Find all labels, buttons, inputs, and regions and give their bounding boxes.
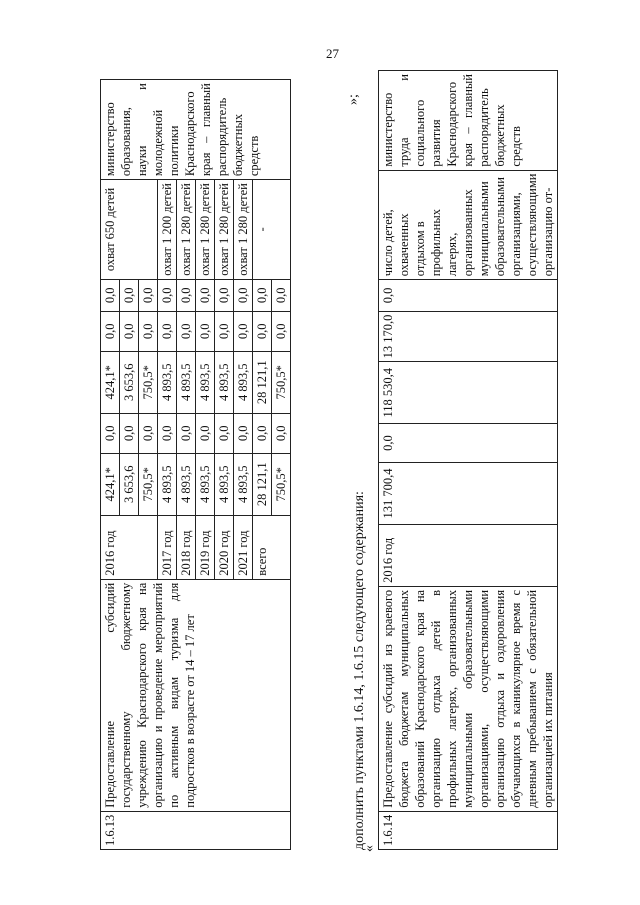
other-cell: 0,0 [101,279,120,311]
municipal-cell: 0,0 [120,311,139,351]
total-cell: 424,1* [101,453,120,515]
federal-cell: 0,0 [139,413,158,453]
federal-cell: 0,0 [234,413,253,453]
other-cell: 0,0 [234,279,253,311]
result-cell: охват 1 280 детей [177,180,196,280]
total-cell: 4 893,5 [177,453,196,515]
year-cell: 2018 год [177,515,196,579]
municipal-cell: 0,0 [272,311,291,351]
federal-cell: 0,0 [379,424,558,463]
other-cell: 0,0 [272,279,291,311]
item-description: Предоставление субсидий из краевого бюджета бюджетам муниципальных образований Краснодарского края на организацию отдыха детей в профильных лагерях, организованных муниципальными образовательными организациями, осуществляющими организацию отдыха и оздоровления обучающихся в каникулярное время с дневным пребыванием с обязательной организацией их питания [379,586,558,811]
federal-cell: 0,0 [253,413,272,453]
other-cell: 0,0 [215,279,234,311]
municipal-cell: 13 170,0 [379,311,558,362]
opening-quote: « [362,845,377,852]
federal-cell: 0,0 [120,413,139,453]
result-cell: охват 1 200 детей [158,180,177,280]
executor-cell: министерство образования, науки и молодежной политики Краснодарского края – главный распорядитель бюджетных средств [101,80,291,180]
federal-cell: 0,0 [272,413,291,453]
regional-cell: 4 893,5 [158,351,177,413]
municipal-cell: 0,0 [177,311,196,351]
other-cell: 0,0 [139,279,158,311]
regional-cell: 118 530,4 [379,362,558,424]
other-cell: 0,0 [379,280,558,311]
municipal-cell: 0,0 [158,311,177,351]
program-table-1-6-14 [378,70,558,850]
other-cell: 0,0 [196,279,215,311]
municipal-cell: 0,0 [101,311,120,351]
item-description: Предоставление субсидий государственному бюджетному учреждению Краснодарского края на организацию и проведение мероприятий по активным видам туризма для подростков в возрасте от 14 – 17 лет [101,579,291,811]
result-cell: охват 1 280 детей [215,180,234,280]
federal-cell: 0,0 [177,413,196,453]
regional-cell: 3 653,6 [120,351,139,413]
regional-cell: 28 121,1 [253,351,272,413]
executor-cell: министерство труда и социального развития Краснодарского края – главный распорядитель бюджетных средств [379,71,558,171]
municipal-cell: 0,0 [215,311,234,351]
amendment-text: дополнить пунктами 1.6.14, 1.6.15 следующего содержания: [352,491,367,850]
regional-cell: 4 893,5 [177,351,196,413]
regional-cell: 750,5* [272,351,291,413]
regional-cell: 4 893,5 [196,351,215,413]
federal-cell: 0,0 [215,413,234,453]
other-cell: 0,0 [120,279,139,311]
year-cell: 2021 год [234,515,253,579]
federal-cell: 0,0 [196,413,215,453]
municipal-cell: 0,0 [139,311,158,351]
regional-cell: 750,5* [139,351,158,413]
total-cell: 4 893,5 [158,453,177,515]
year-cell: 2016 год [379,524,558,586]
total-cell: 4 893,5 [234,453,253,515]
year-cell: 2017 год [158,515,177,579]
closing-quote-semicolon: »; [346,94,361,105]
result-cell: охват 1 280 детей [234,180,253,280]
municipal-cell: 0,0 [234,311,253,351]
program-table-1-6-13 [100,79,291,850]
result-cell: охват 1 280 детей [196,180,215,280]
table-row [379,71,558,850]
result-cell: число детей, охваченных отдыхом в профильных лагерях, организованных муниципальными образовательными организациями, осуществляющими организацию от- [379,170,558,280]
regional-cell: 4 893,5 [234,351,253,413]
year-cell: 2016 год [101,515,158,579]
total-cell: 750,5* [272,453,291,515]
total-cell: 4 893,5 [215,453,234,515]
item-index: 1.6.13 [101,811,291,849]
result-cell: охват 650 детей [101,180,158,280]
regional-cell: 4 893,5 [215,351,234,413]
total-cell: 4 893,5 [196,453,215,515]
table-row [101,80,120,850]
item-index: 1.6.14 [379,811,558,849]
total-cell: 3 653,6 [120,453,139,515]
rotated-content [88,70,608,850]
result-cell: - [253,180,291,280]
federal-cell: 0,0 [101,413,120,453]
other-cell: 0,0 [158,279,177,311]
municipal-cell: 0,0 [253,311,272,351]
total-cell: 750,5* [139,453,158,515]
page-number: 27 [326,46,339,61]
year-cell: 2019 год [196,515,215,579]
year-cell: всего [253,515,291,579]
federal-cell: 0,0 [158,413,177,453]
total-cell: 28 121,1 [253,453,272,515]
total-cell: 131 700,4 [379,463,558,525]
regional-cell: 424,1* [101,351,120,413]
other-cell: 0,0 [177,279,196,311]
year-cell: 2020 год [215,515,234,579]
other-cell: 0,0 [253,279,272,311]
municipal-cell: 0,0 [196,311,215,351]
